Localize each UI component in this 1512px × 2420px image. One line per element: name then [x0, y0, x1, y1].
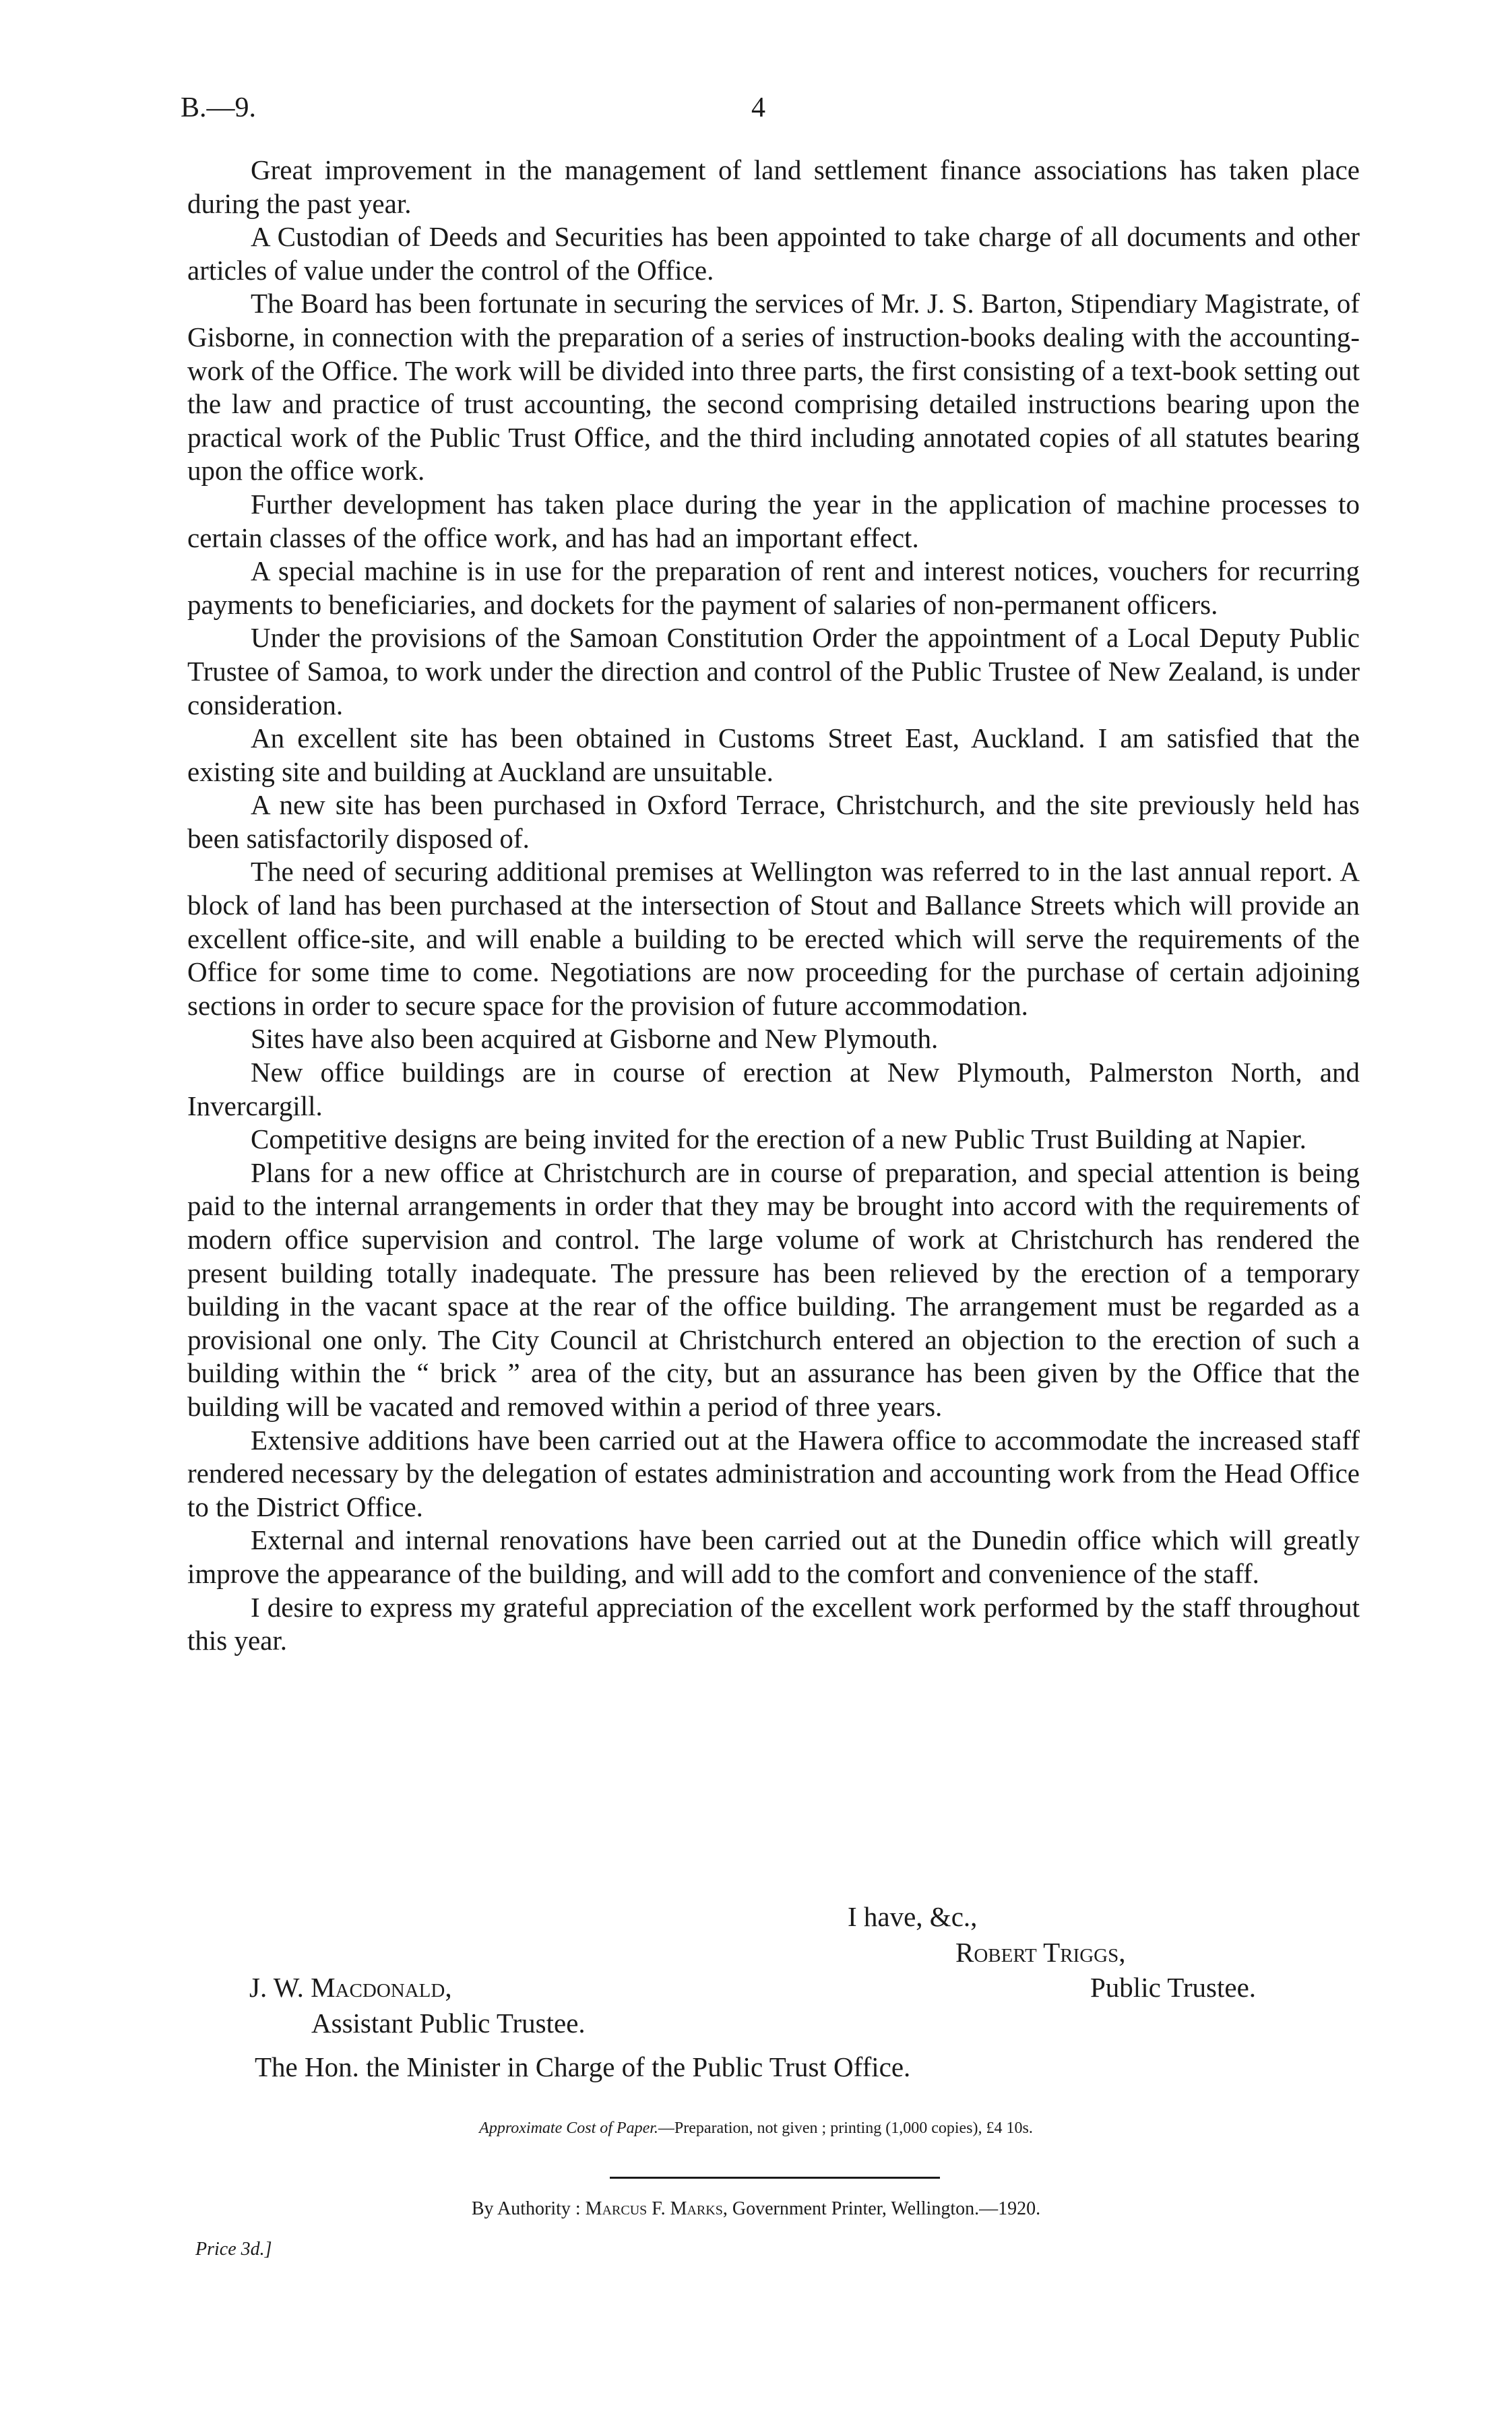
countersign-name: J. W. Macdonald, [249, 1972, 452, 2003]
page-reference: B.—9. [181, 92, 257, 123]
authority-prefix: By Authority : [471, 2198, 581, 2219]
countersign-title: Assistant Public Trustee. [311, 2008, 586, 2039]
paragraph: Further development has taken place during the year in the application of machine processes to certain classes of the office work, and has had an important effect. [187, 488, 1360, 553]
paragraph: New office buildings are in course of erection at New Plymouth, Palmerston North, and Invercargill. [187, 1057, 1360, 1121]
salutation: I have, &c., [848, 1901, 978, 1932]
signatory-title: Public Trustee. [1090, 1972, 1257, 2003]
paragraph: A new site has been purchased in Oxford Terrace, Christchurch, and the site previously held has been satisfactorily disposed of. [187, 789, 1360, 854]
report-body [187, 154, 1360, 1658]
paragraph: Plans for a new office at Christchurch are in course of preparation, and special attention is being paid to the internal arrangements in order that they may be brought into accord with the requirements of modern office supervision and control. The large volume of work at Christchurch has rendered the present building totally inadequate. The pressure has been relieved by the erection of a temporary building in the vacant space at the rear of the office building. The arrangement must be regarded as a provisional one only. The City Council at Christchurch entered an objection to the erection of such a building within the “ brick ” area of the city, but an assurance has been given by the Office that the building will be vacated and removed within a period of three years. [187, 1156, 1360, 1422]
price-note: Price 3d.] [195, 2239, 272, 2260]
cost-note [0, 2119, 1512, 2138]
paragraph: An excellent site has been obtained in Customs Street East, Auckland. I am satisfied that the existing site and building at Auckland are unsuitable. [187, 722, 1360, 787]
cost-label: Approximate Cost of Paper. [479, 2119, 658, 2137]
paragraph: Competitive designs are being invited for the erection of a new Public Trust Building at Napier. [251, 1123, 1306, 1155]
signatory-name: Robert Triggs, [955, 1937, 1126, 1968]
paragraph: Under the provisions of the Samoan Constitution Order the appointment of a Local Deputy Public Trustee of Samoa, to work under the direction and control of the Public Trustee of New Zealand, is under consideration. [187, 622, 1360, 720]
printer-authority [0, 2198, 1512, 2220]
paragraph: Great improvement in the management of land settlement finance associations has taken place during the past year. [187, 154, 1360, 219]
authority-suffix: Government Printer, Wellington.—1920. [732, 2198, 1041, 2219]
paragraph: The need of securing additional premises at Wellington was referred to in the last annual report. A block of land has been purchased at the intersection of Stout and Ballance Streets which will provide an excellent office-site, and will enable a building to be erected which will serve the requirements of the Office for some time to come. Negotiations are now proceeding for the purchase of certain adjoining sections in order to secure space for the provision of future accommodation. [187, 856, 1360, 1021]
paragraph: A Custodian of Deeds and Securities has been appointed to take charge of all documents and other articles of value under the control of the Office. [187, 221, 1360, 286]
addressee: The Hon. the Minister in Charge of the Public Trust Office. [255, 2051, 911, 2082]
printer-name: Marcus F. Marks, [585, 2198, 728, 2219]
paragraph: I desire to express my grateful appreciation of the excellent work performed by the staff throughout this year. [187, 1591, 1360, 1656]
paragraph: A special machine is in use for the preparation of rent and interest notices, vouchers for recurring payments to beneficiaries, and dockets for the payment of salaries of non-permanent officers. [187, 555, 1360, 620]
cost-text: —Preparation, not given ; printing (1,000 copies), £4 10s. [658, 2119, 1033, 2137]
paragraph: External and internal renovations have been carried out at the Dunedin office which will greatly improve the appearance of the building, and will add to the comfort and convenience of the staff. [187, 1524, 1360, 1589]
paragraph: The Board has been fortunate in securing the services of Mr. J. S. Barton, Stipendiary Magistrate, of Gisborne, in connection with the preparation of a series of instruction-books dealing with the accounting-work of the Office. The work will be divided into three parts, the first consisting of a text-book setting out the law and practice of trust accounting, the second comprising detailed instructions bearing upon the practical work of the Public Trust Office, and the third including annotated copies of all statutes bearing upon the office work. [187, 288, 1360, 487]
paragraph: Extensive additions have been carried out at the Hawera office to accommodate the increased staff rendered necessary by the delegation of estates administration and accounting work from the Head Office to the District Office. [187, 1424, 1360, 1522]
paragraph: Sites have also been acquired at Gisborne and New Plymouth. [251, 1023, 939, 1055]
footer-rule [610, 2177, 940, 2179]
page-number: 4 [751, 92, 765, 123]
